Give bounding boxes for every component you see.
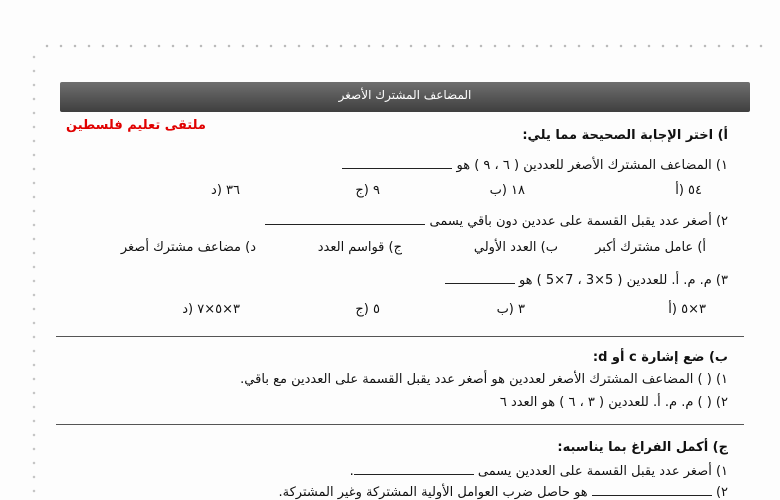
dotted-border-top [40,42,772,50]
true-false-item-2: ٢) ( ) م. م. أ. للعددين ( ٣ ، ٦ ) هو العدد ٦ [499,395,728,410]
question-2-text: ٢) أصغر عدد يقبل القسمة على عددين دون باقي يسمى [429,214,728,229]
fill-blank-text: ١) أصغر عدد يقبل القسمة على العددين يسمى [477,464,728,479]
question-1-stem [342,156,728,173]
fill-blank-number: ٢) [715,485,728,500]
q3-option-a: ٣×٥ (أ [668,302,706,317]
section-a-heading: أ) اختر الإجابة الصحيحة مما يلي: [522,128,728,143]
q2-option-b: ب) العدد الأولي [473,240,558,255]
divider-line [56,424,744,425]
q3-option-b: ٣ (ب [496,302,525,317]
q1-option-b: ١٨ (ب [489,183,525,198]
q2-option-a: أ) عامل مشترك أكبر [595,240,706,255]
q2-option-c: ج) قواسم العدد [317,240,402,255]
section-b-heading: ب) ضع إشارة c أو d: [592,350,728,365]
question-3-text: ٣) م. م. أ. للعددين ( 5×3 ، 7×5 ) هو [518,273,728,288]
section-c-heading: ج) أكمل الفراغ بما يناسبه: [557,440,728,455]
q2-option-d: د) مضاعف مشترك أصغر [120,240,256,255]
fill-blank-item-2 [279,483,729,500]
answer-blank [354,462,474,475]
fill-blank-text: هو حاصل ضرب العوامل الأولية المشتركة وغير المشتركة. [278,485,588,500]
q1-option-a: ٥٤ (أ [675,183,702,198]
answer-blank [265,212,425,225]
q3-option-c: ٥ (ج [355,302,380,317]
fill-blank-item-1: ١) أصغر عدد يقبل القسمة على العددين يسمى . [349,464,728,479]
answer-blank [592,483,712,496]
answer-blank [342,156,452,169]
watermark-text: ملتقى تعليم فلسطين [66,118,206,133]
q3-option-d: ٣×٥×٧ (د [182,302,240,317]
page-title: المضاعف المشترك الأصغر [338,88,472,102]
dotted-border-left [30,50,38,500]
question-3-stem [445,271,728,288]
answer-blank [445,271,515,284]
title-bar [60,82,750,112]
q1-option-c: ٩ (ج [355,183,380,198]
true-false-item-1: ١) ( ) المضاعف المشترك الأصغر لعددين هو أصغر عدد يقبل القسمة على العددين مع باقي. [240,372,728,387]
question-1-text: ١) المضاعف المشترك الأصغر للعددين ( ٦ ، ٩ ) هو [456,158,728,173]
q1-option-d: ٣٦ (د [211,183,240,198]
question-2-stem [265,212,728,229]
divider-line [56,336,744,337]
